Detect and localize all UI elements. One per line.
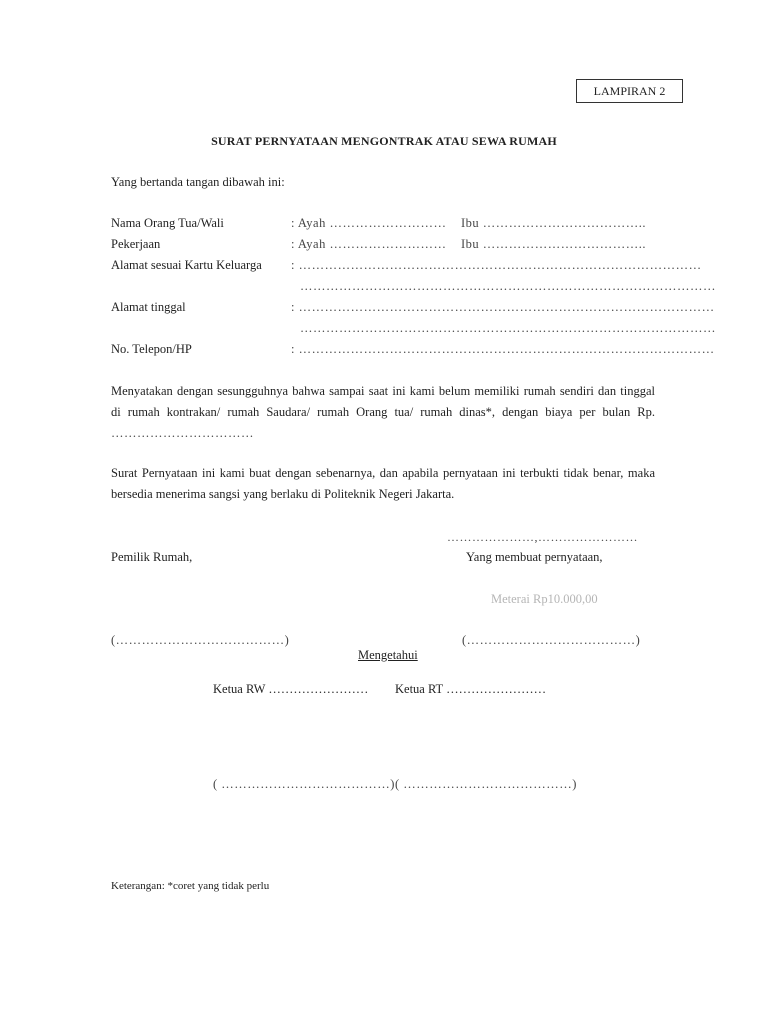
attachment-label-box (576, 79, 683, 103)
kk-address-line1: : ………………………………………………………………………………… (291, 258, 702, 272)
intro-text: Yang bertanda tangan dibawah ini: (111, 175, 285, 189)
home-address-line2: …………………………………………………………………………………… (300, 321, 716, 335)
rw-signature-blank: ( …………………………………) (213, 777, 395, 791)
parent-name-father-field: : Ayah ……………………… (291, 216, 447, 230)
declarant-signature-blank: (…………………………………) (462, 633, 641, 647)
kk-address-line2: …………………………………………………………………………………… (300, 279, 716, 293)
statement-paragraph (111, 381, 655, 444)
place-date-field: …………………,…………………… (447, 530, 638, 544)
phone-label: No. Telepon/HP (111, 342, 192, 356)
document-title: SURAT PERNYATAAN MENGONTRAK ATAU SEWA RUMAH (211, 134, 557, 148)
footnote: Keterangan: *coret yang tidak perlu (111, 880, 270, 892)
parent-name-mother-field: Ibu ……………………………….. (461, 216, 647, 230)
declaration-line-2: bersedia menerima sangsi yang berlaku di Politeknik Negeri Jakarta. (111, 487, 455, 501)
owner-label: Pemilik Rumah, (111, 550, 193, 564)
home-address-line1: : …………………………………………………………………………………… (291, 300, 715, 314)
statement-line-3: …………………………… (111, 426, 254, 440)
rw-label: Ketua RW …………………… (213, 682, 369, 696)
rt-label: Ketua RT …………………… (395, 682, 547, 696)
occupation-mother-field: Ibu ……………………………….. (461, 237, 647, 251)
declarant-label: Yang membuat pernyataan, (466, 550, 603, 564)
parent-name-label: Nama Orang Tua/Wali (111, 216, 224, 230)
acknowledged-label: Mengetahui (358, 648, 418, 662)
phone-field: : …………………………………………………………………………………… (291, 342, 715, 356)
stamp-placeholder: Meterai Rp10.000,00 (491, 592, 598, 606)
attachment-label: LAMPIRAN 2 (593, 84, 666, 98)
occupation-father-field: : Ayah ……………………… (291, 237, 447, 251)
declaration-line-1: Surat Pernyataan ini kami buat dengan sebenarnya, dan apabila pernyataan ini terbukti tidak benar, maka (111, 466, 655, 480)
kk-address-label: Alamat sesuai Kartu Keluarga (111, 258, 262, 272)
occupation-label: Pekerjaan (111, 237, 161, 251)
declaration-paragraph (111, 463, 655, 505)
statement-line-1: Menyatakan dengan sesungguhnya bahwa sampai saat ini kami belum memiliki rumah sendiri dan tinggal (111, 384, 655, 398)
owner-signature-blank: (…………………………………) (111, 633, 290, 647)
statement-line-2: di rumah kontrakan/ rumah Saudara/ rumah Orang tua/ rumah dinas*, dengan biaya per bulan Rp. (111, 405, 655, 419)
rt-signature-blank: ( …………………………………) (395, 777, 577, 791)
home-address-label: Alamat tinggal (111, 300, 186, 314)
